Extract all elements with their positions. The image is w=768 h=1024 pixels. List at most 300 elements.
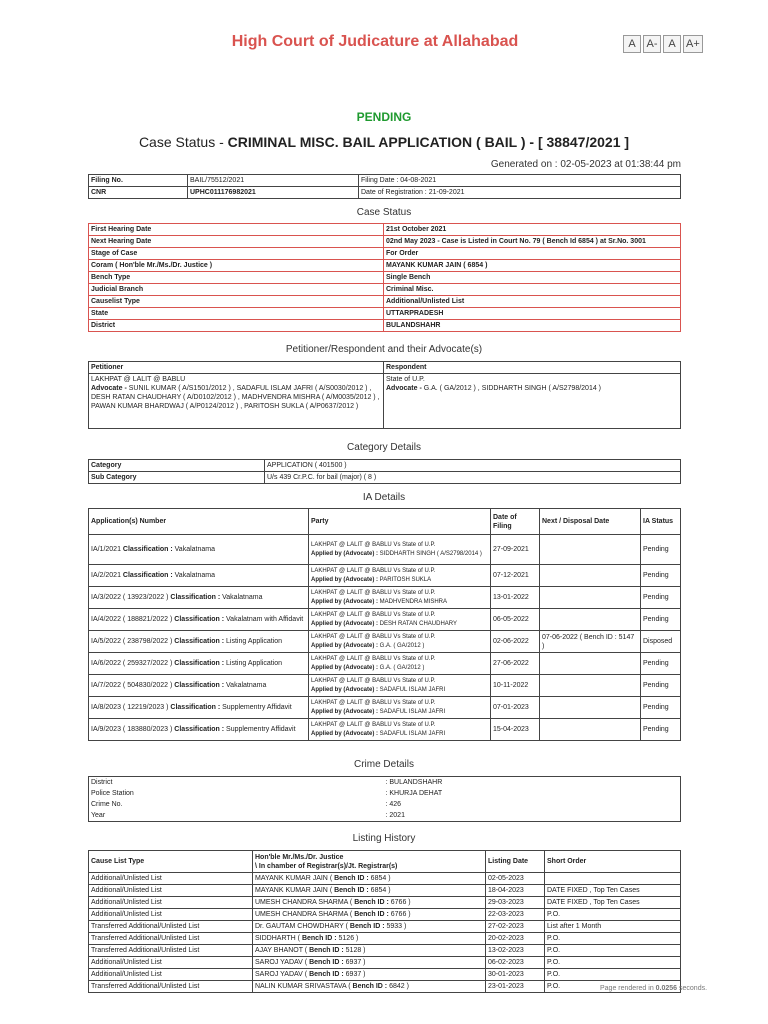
case-status-label: Judicial Branch [89, 284, 384, 296]
ia-number: IA/9/2023 ( 183880/2023 ) [91, 726, 173, 733]
listing-col-order: Short Order [545, 851, 681, 873]
font-decrease-button[interactable]: A- [643, 35, 661, 53]
ia-party-cell [309, 631, 491, 653]
ia-col-number: Application(s) Number [89, 509, 309, 535]
case-status-label: Next Hearing Date [89, 236, 384, 248]
bench-id-label: Bench ID : [354, 911, 391, 918]
cnr-label: CNR [89, 187, 188, 199]
filing-no-label: Filing No. [89, 175, 188, 187]
table-row [89, 308, 681, 320]
applied-by-advocate: SADAFUL ISLAM JAFRI [379, 686, 446, 693]
listing-col-judge-line2: \ In chamber of Registrar(s)/Jt. Registrar(s) [255, 862, 398, 870]
case-status-value: BULANDSHAHR [384, 320, 681, 332]
advocate-label: Advocate - [91, 385, 129, 392]
case-status-label: Coram ( Hon'ble Mr./Ms./Dr. Justice ) [89, 260, 384, 272]
listing-row [89, 945, 681, 957]
bench-id-label: Bench ID : [301, 935, 339, 942]
ia-party-line: LAKHPAT @ LALIT @ BABLU Vs State of U.P. [311, 567, 436, 574]
table-row [89, 362, 681, 374]
ia-filing-date: 02-06-2022 [491, 631, 540, 653]
listing-judge-cell: SAROJ YADAV ( Bench ID : 6937 ) [253, 957, 486, 969]
case-status-value: 21st October 2021 [384, 224, 681, 236]
table-row [89, 260, 681, 272]
listing-row [89, 909, 681, 921]
applied-by-label: Applied by (Advocate) : [311, 598, 380, 605]
category-value: U/s 439 Cr.P.C. for bail (major) ( 8 ) [265, 472, 681, 484]
case-status-label: State [89, 308, 384, 320]
respondent-advocates-block [386, 384, 678, 393]
case-title-prefix: Case Status - [138, 134, 228, 150]
petitioner-name: LAKHPAT @ LALIT @ BABLU [91, 376, 186, 383]
listing-judge-cell: MAYANK KUMAR JAIN ( Bench ID : 6854 ) [253, 873, 486, 885]
ia-party-cell [309, 535, 491, 565]
ia-applied-by [311, 550, 488, 559]
ia-classification: Vakalatnama [222, 594, 263, 601]
applied-by-label: Applied by (Advocate) : [311, 686, 380, 693]
case-status-heading: Case Status [356, 207, 412, 218]
category-label: Category [89, 460, 265, 472]
case-status-value: UTTARPRADESH [384, 308, 681, 320]
listing-col-judge [253, 851, 486, 873]
ia-filing-date: 27-06-2022 [491, 653, 540, 675]
crime-value: : BULANDSHAHR [385, 779, 443, 786]
bench-id: 6842 [389, 983, 405, 990]
listing-judge: MAYANK KUMAR JAIN [255, 887, 328, 894]
ia-number: IA/2/2021 [91, 572, 121, 579]
ia-party-cell [309, 653, 491, 675]
case-status-label: Stage of Case [89, 248, 384, 260]
ia-number-cell [89, 653, 309, 675]
ia-party-line: LAKHPAT @ LALIT @ BABLU Vs State of U.P. [311, 611, 436, 618]
listing-row [89, 873, 681, 885]
respondent-advocates: G.A. ( GA/2012 ) , SIDDHARTH SINGH ( A/S2798/2014 ) [423, 385, 602, 392]
advocate-label: Advocate - [386, 385, 424, 392]
filing-table [88, 174, 681, 199]
ia-filing-date: 06-05-2022 [491, 609, 540, 631]
parties-heading: Petitioner/Respondent and their Advocate(s) [285, 344, 483, 355]
table-row [89, 460, 681, 472]
applied-by-label: Applied by (Advocate) : [311, 708, 380, 715]
listing-judge: SAROJ YADAV [255, 959, 303, 966]
ia-row [89, 697, 681, 719]
ia-row [89, 535, 681, 565]
listing-judge: Dr. GAUTAM CHOWDHARY [255, 923, 344, 930]
ia-classification: Supplementry Affidavit [226, 726, 296, 733]
listing-judge-cell: NALIN KUMAR SRIVASTAVA ( Bench ID : 6842 ) [253, 981, 486, 993]
case-status-value: Additional/Unlisted List [384, 296, 681, 308]
ia-party-line: LAKHPAT @ LALIT @ BABLU Vs State of U.P. [311, 589, 436, 596]
ia-classification: Vakalatnama [174, 546, 215, 553]
ia-applied-by [311, 642, 488, 651]
applied-by-advocate: DESH RATAN CHAUDHARY [379, 620, 458, 627]
listing-date: 20-02-2023 [486, 933, 545, 945]
applied-by-advocate: G.A. ( GA/2012 ) [379, 642, 425, 649]
table-row [89, 175, 681, 187]
table-row [89, 248, 681, 260]
listing-date: 30-01-2023 [486, 969, 545, 981]
listing-judge: NALIN KUMAR SRIVASTAVA [255, 983, 347, 990]
listing-type: Additional/Unlisted List [89, 969, 253, 981]
applied-by-label: Applied by (Advocate) : [311, 576, 380, 583]
ia-row [89, 675, 681, 697]
applied-by-advocate: SADAFUL ISLAM JAFRI [379, 708, 446, 715]
listing-type: Additional/Unlisted List [89, 897, 253, 909]
listing-type: Transferred Additional/Unlisted List [89, 933, 253, 945]
case-status-table [88, 223, 681, 332]
bench-id-label: Bench ID : [334, 875, 371, 882]
ia-party-cell [309, 697, 491, 719]
ia-party-cell [309, 587, 491, 609]
case-status-value: Single Bench [384, 272, 681, 284]
ia-party-cell [309, 609, 491, 631]
ia-applied-by [311, 598, 488, 607]
ia-number: IA/5/2022 ( 238798/2022 ) [91, 638, 173, 645]
classification-label: Classification : [174, 616, 227, 623]
ia-status: Pending [641, 565, 681, 587]
applied-by-label: Applied by (Advocate) : [311, 642, 380, 649]
case-status-label: Bench Type [89, 272, 384, 284]
font-normal-button[interactable]: A [663, 35, 681, 53]
listing-date: 22-03-2023 [486, 909, 545, 921]
case-status-label: First Hearing Date [89, 224, 384, 236]
case-status-label: District [89, 320, 384, 332]
table-row [89, 320, 681, 332]
respondent-cell [384, 374, 681, 429]
classification-label: Classification : [174, 660, 227, 667]
ia-party-cell [309, 675, 491, 697]
classification-label: Classification : [170, 594, 223, 601]
bench-id-label: Bench ID : [334, 887, 371, 894]
listing-order: DATE FIXED , Top Ten Cases [545, 885, 681, 897]
bench-id: 5128 [345, 947, 362, 954]
bench-id-label: Bench ID : [354, 899, 391, 906]
respondent-label: Respondent [384, 362, 681, 374]
listing-judge-cell: UMESH CHANDRA SHARMA ( Bench ID : 6766 ) [253, 909, 486, 921]
ia-row [89, 653, 681, 675]
ia-row [89, 565, 681, 587]
listing-order: P.O. [545, 957, 681, 969]
ia-party-line: LAKHPAT @ LALIT @ BABLU Vs State of U.P. [311, 655, 436, 662]
bench-id: 6854 [370, 887, 387, 894]
crime-value: : 2021 [385, 812, 405, 819]
ia-status: Pending [641, 609, 681, 631]
listing-date: 27-02-2023 [486, 921, 545, 933]
applied-by-advocate: PARITOSH SUKLA [379, 576, 432, 583]
ia-classification: Supplementry Affidavit [222, 704, 292, 711]
listing-row [89, 957, 681, 969]
ia-number-cell [89, 631, 309, 653]
classification-label: Classification : [170, 704, 223, 711]
listing-judge: AJAY BHANOT [255, 947, 303, 954]
ia-next-date [540, 697, 641, 719]
ia-number: IA/1/2021 [91, 546, 121, 553]
font-size-controls [623, 35, 703, 53]
ia-filing-date: 07-12-2021 [491, 565, 540, 587]
ia-filing-date: 07-01-2023 [491, 697, 540, 719]
ia-col-party: Party [309, 509, 491, 535]
bench-id: 6854 [370, 875, 387, 882]
table-row [89, 374, 681, 429]
listing-judge-cell: SAROJ YADAV ( Bench ID : 6937 ) [253, 969, 486, 981]
listing-judge-cell: SIDDHARTH ( Bench ID : 5126 ) [253, 933, 486, 945]
bench-id-label: Bench ID : [352, 983, 390, 990]
applied-by-advocate: MADHVENDRA MISHRA [379, 598, 448, 605]
listing-judge-cell: MAYANK KUMAR JAIN ( Bench ID : 6854 ) [253, 885, 486, 897]
ia-row [89, 719, 681, 741]
crime-value: : 426 [385, 801, 402, 808]
applied-by-advocate: G.A. ( GA/2012 ) [379, 664, 425, 671]
ia-number-cell [89, 565, 309, 587]
listing-row [89, 921, 681, 933]
render-time-suffix: seconds. [677, 985, 708, 992]
ia-next-date [540, 535, 641, 565]
ia-applied-by [311, 730, 488, 739]
listing-judge: MAYANK KUMAR JAIN [255, 875, 328, 882]
applied-by-advocate: SIDDHARTH SINGH ( A/S2798/2014 ) [379, 550, 482, 557]
listing-type: Additional/Unlisted List [89, 957, 253, 969]
ia-heading: IA Details [362, 492, 406, 503]
crime-label: Year [91, 812, 106, 819]
table-row [89, 187, 681, 199]
table-row [89, 284, 681, 296]
category-table [88, 459, 681, 484]
petitioner-cell [89, 374, 384, 429]
ia-party-line: LAKHPAT @ LALIT @ BABLU Vs State of U.P. [311, 541, 436, 548]
listing-order: P.O. [545, 981, 681, 993]
listing-order: DATE FIXED , Top Ten Cases [545, 897, 681, 909]
listing-type: Transferred Additional/Unlisted List [89, 981, 253, 993]
ia-classification: Vakalatnam with Affidavit [226, 616, 304, 623]
petitioner-label: Petitioner [89, 362, 384, 374]
category-value: APPLICATION ( 401500 ) [265, 460, 681, 472]
classification-label: Classification : [122, 572, 175, 579]
ia-status: Pending [641, 675, 681, 697]
font-default-button[interactable]: A [623, 35, 641, 53]
bench-id: 6766 [390, 899, 407, 906]
bench-id-label: Bench ID : [309, 947, 346, 954]
listing-judge-cell: AJAY BHANOT ( Bench ID : 5128 ) [253, 945, 486, 957]
listing-col-date: Listing Date [486, 851, 545, 873]
listing-order: P.O. [545, 909, 681, 921]
crime-value: : KHURJA DEHAT [385, 790, 443, 797]
listing-row [89, 981, 681, 993]
ia-next-date [540, 565, 641, 587]
table-row [89, 799, 681, 810]
classification-label: Classification : [122, 546, 175, 553]
case-title-main: CRIMINAL MISC. BAIL APPLICATION ( BAIL ) - [ 38847/2021 ] [227, 134, 630, 150]
table-row [89, 296, 681, 308]
ia-status: Pending [641, 653, 681, 675]
petitioner-advocates: SUNIL KUMAR ( A/S1501/2012 ) , SADAFUL ISLAM JAFRI ( A/S0030/2012 ) , DESH RATAN CHAUDHARY ( A/D0102/2012 ) , MADHVENDRA MISHRA ( A/M0035/2012 ) , PAWAN KUMAR BHARDWAJ ( A/P0124/2012 ) , PARITOSH SUKLA ( A/P0637/2012 ) [91, 385, 380, 410]
ia-party-line: LAKHPAT @ LALIT @ BABLU Vs State of U.P. [311, 721, 436, 728]
render-time-value: 0.0256 [655, 985, 678, 992]
listing-judge: SIDDHARTH [255, 935, 296, 942]
listing-date: 18-04-2023 [486, 885, 545, 897]
bench-id: 5933 [386, 923, 403, 930]
ia-party-cell [309, 565, 491, 587]
applied-by-label: Applied by (Advocate) : [311, 730, 380, 737]
classification-label: Classification : [174, 726, 227, 733]
case-status-value: MAYANK KUMAR JAIN ( 6854 ) [384, 260, 681, 272]
ia-number-cell [89, 675, 309, 697]
case-status-value: For Order [384, 248, 681, 260]
bench-id-label: Bench ID : [309, 971, 346, 978]
ia-number: IA/7/2022 ( 504830/2022 ) [91, 682, 173, 689]
crime-label: Police Station [91, 790, 134, 797]
ia-filing-date: 15-04-2023 [491, 719, 540, 741]
ia-table [88, 508, 681, 741]
table-row [89, 810, 681, 822]
ia-applied-by [311, 686, 488, 695]
listing-type: Transferred Additional/Unlisted List [89, 921, 253, 933]
crime-label: Crime No. [91, 801, 123, 808]
applied-by-advocate: SADAFUL ISLAM JAFRI [379, 730, 446, 737]
classification-label: Classification : [174, 682, 227, 689]
listing-date: 23-01-2023 [486, 981, 545, 993]
crime-label: District [91, 779, 113, 786]
registration-date: Date of Registration : 21-09-2021 [359, 187, 681, 199]
listing-type: Additional/Unlisted List [89, 885, 253, 897]
table-row [89, 472, 681, 484]
parties-table [88, 361, 681, 429]
ia-next-date: 07-06-2022 ( Bench ID : 5147 ) [540, 631, 641, 653]
ia-number-cell [89, 587, 309, 609]
respondent-name: State of U.P. [386, 376, 425, 383]
ia-applied-by [311, 620, 488, 629]
listing-order: P.O. [545, 969, 681, 981]
listing-type: Additional/Unlisted List [89, 909, 253, 921]
bench-id: 5126 [338, 935, 355, 942]
render-time-prefix: Page rendered in [600, 985, 656, 992]
filing-date: Filing Date : 04-08-2021 [359, 175, 681, 187]
ia-next-date [540, 675, 641, 697]
ia-party-line: LAKHPAT @ LALIT @ BABLU Vs State of U.P. [311, 633, 436, 640]
ia-number-cell [89, 697, 309, 719]
listing-order: P.O. [545, 933, 681, 945]
crime-heading: Crime Details [353, 759, 414, 770]
bench-id: 6937 [345, 971, 362, 978]
ia-filing-date: 13-01-2022 [491, 587, 540, 609]
court-title: High Court of Judicature at Allahabad [231, 33, 519, 50]
bench-id-label: Bench ID : [349, 923, 387, 930]
filing-no-value: BAIL/75512/2021 [188, 175, 359, 187]
crime-table [88, 776, 681, 822]
ia-number-cell [89, 535, 309, 565]
bench-id: 6766 [390, 911, 407, 918]
ia-row [89, 631, 681, 653]
listing-col-judge-line1: Hon'ble Mr./Ms./Dr. Justice [255, 853, 344, 861]
table-row [89, 236, 681, 248]
listing-order [545, 873, 681, 885]
listing-order: P.O. [545, 945, 681, 957]
applied-by-label: Applied by (Advocate) : [311, 550, 380, 557]
listing-judge-cell: UMESH CHANDRA SHARMA ( Bench ID : 6766 ) [253, 897, 486, 909]
listing-row [89, 897, 681, 909]
bench-id: 6937 [345, 959, 362, 966]
category-label: Sub Category [89, 472, 265, 484]
table-header-row [89, 509, 681, 535]
ia-number: IA/4/2022 ( 188821/2022 ) [91, 616, 173, 623]
ia-col-filing-date: Date of Filing [491, 509, 540, 535]
listing-row [89, 969, 681, 981]
ia-status: Pending [641, 587, 681, 609]
ia-next-date [540, 719, 641, 741]
ia-status: Pending [641, 535, 681, 565]
ia-applied-by [311, 576, 488, 585]
listing-heading: Listing History [352, 833, 416, 844]
listing-date: 13-02-2023 [486, 945, 545, 957]
listing-col-type: Cause List Type [89, 851, 253, 873]
listing-judge: UMESH CHANDRA SHARMA [255, 911, 348, 918]
category-heading: Category Details [347, 442, 421, 453]
render-time-note [600, 985, 707, 992]
ia-classification: Vakalatnama [174, 572, 215, 579]
ia-status: Pending [641, 697, 681, 719]
ia-next-date [540, 587, 641, 609]
listing-order: List after 1 Month [545, 921, 681, 933]
listing-type: Additional/Unlisted List [89, 873, 253, 885]
bench-id-label: Bench ID : [309, 959, 346, 966]
ia-next-date [540, 609, 641, 631]
ia-status: Pending [641, 719, 681, 741]
case-title [0, 134, 768, 150]
classification-label: Classification : [174, 638, 227, 645]
listing-date: 02-05-2023 [486, 873, 545, 885]
ia-row [89, 609, 681, 631]
ia-classification: Vakalatnama [226, 682, 267, 689]
table-header-row [89, 851, 681, 873]
listing-row [89, 933, 681, 945]
ia-filing-date: 10-11-2022 [491, 675, 540, 697]
font-increase-button[interactable]: A+ [683, 35, 703, 53]
ia-number: IA/6/2022 ( 259327/2022 ) [91, 660, 173, 667]
ia-party-line: LAKHPAT @ LALIT @ BABLU Vs State of U.P. [311, 677, 436, 684]
ia-number: IA/3/2022 ( 13923/2022 ) [91, 594, 169, 601]
ia-filing-date: 27-09-2021 [491, 535, 540, 565]
petitioner-advocates-block [91, 384, 381, 411]
ia-party-line: LAKHPAT @ LALIT @ BABLU Vs State of U.P. [311, 699, 436, 706]
ia-classification: Listing Application [226, 638, 283, 645]
listing-judge: UMESH CHANDRA SHARMA [255, 899, 348, 906]
ia-number-cell [89, 609, 309, 631]
header [0, 0, 768, 90]
listing-judge-cell: Dr. GAUTAM CHOWDHARY ( Bench ID : 5933 ) [253, 921, 486, 933]
listing-judge: SAROJ YADAV [255, 971, 303, 978]
ia-status: Disposed [641, 631, 681, 653]
applied-by-label: Applied by (Advocate) : [311, 620, 380, 627]
ia-applied-by [311, 708, 488, 717]
case-status-value: Criminal Misc. [384, 284, 681, 296]
listing-table [88, 850, 681, 993]
ia-classification: Listing Application [226, 660, 283, 667]
table-row [89, 272, 681, 284]
ia-number-cell [89, 719, 309, 741]
listing-row [89, 885, 681, 897]
case-status-value: 02nd May 2023 - Case is Listed in Court No. 79 ( Bench Id 6854 ) at Sr.No. 3001 [384, 236, 681, 248]
cnr-value: UPHC011176982021 [188, 187, 359, 199]
table-row [89, 788, 681, 799]
ia-col-next-date: Next / Disposal Date [540, 509, 641, 535]
listing-date: 29-03-2023 [486, 897, 545, 909]
ia-next-date [540, 653, 641, 675]
ia-col-status: IA Status [641, 509, 681, 535]
ia-party-cell [309, 719, 491, 741]
ia-applied-by [311, 664, 488, 673]
ia-number: IA/8/2023 ( 12219/2023 ) [91, 704, 169, 711]
listing-date: 06-02-2023 [486, 957, 545, 969]
generated-timestamp: Generated on : 02-05-2023 at 01:38:44 pm [490, 159, 681, 170]
table-row [89, 777, 681, 789]
